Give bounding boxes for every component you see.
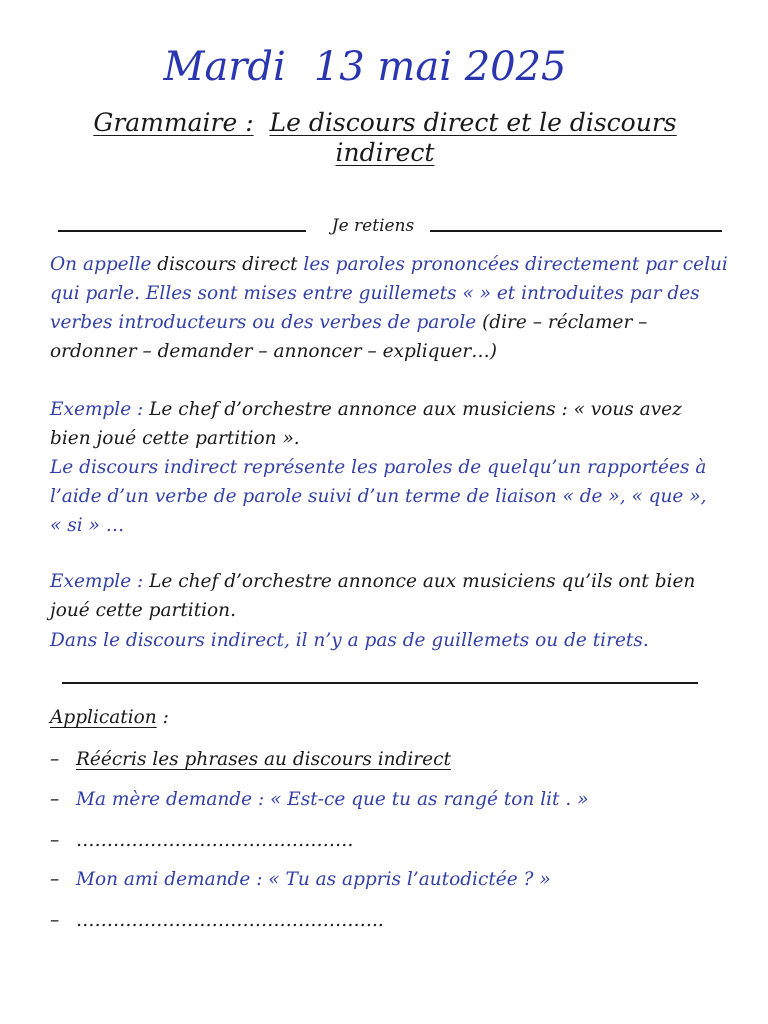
application-sentence-2: – Mon ami demande : « Tu as appris l’autodictée ? » [50, 869, 551, 890]
application-sentence-1: – Ma mère demande : « Est-ce que tu as rangé ton lit . » [50, 789, 589, 810]
application-answer-2[interactable]: – ………………………………………….. [50, 910, 384, 931]
section-divider-right [430, 230, 722, 232]
lesson-example-1: Exemple : Le chef d’orchestre annonce aux musiciens : « vous avez bien joué cette partition ». [50, 399, 682, 449]
lesson-paragraph-2: Le discours indirect représente les paroles de quelqu’un rapportées à l’aide d’un verbe de parole suivi d’un terme de liaison « de », « que », « si » … [50, 457, 707, 536]
application-heading: Application : [50, 707, 169, 728]
application-divider [62, 682, 698, 684]
lesson-example-2: Exemple : Le chef d’orchestre annonce aux musiciens qu’ils ont bien joué cette partition. [50, 571, 696, 621]
page-title [50, 108, 720, 138]
application-answer-1[interactable]: – ……………………………………… [50, 830, 354, 851]
section-divider-left [58, 230, 306, 232]
title-line1: Le discours direct et le discours [269, 108, 677, 137]
page-title-continued [50, 138, 720, 168]
lesson-paragraph-1: On appelle discours direct les paroles prononcées directement par celui qui parle. Elles sont mises entre guillemets « » et introduites par des verbes introducteurs ou des verbes de parole (dire – réclamer – ordonner – demander – annoncer – expliquer…) [50, 254, 728, 362]
date-heading [0, 44, 730, 90]
section-label: Je retiens [331, 216, 415, 236]
title-label: Grammaire : [93, 108, 254, 137]
date-day: Mardi [163, 44, 286, 90]
application-instruction: – Réécris les phrases au discours indirect [50, 749, 451, 770]
date-rest: 13 mai 2025 [313, 44, 567, 90]
application-heading-label: Application [50, 707, 157, 728]
lesson-note: Dans le discours indirect, il n’y a pas de guillemets ou de tirets. [50, 630, 649, 651]
title-line2: indirect [335, 138, 435, 167]
